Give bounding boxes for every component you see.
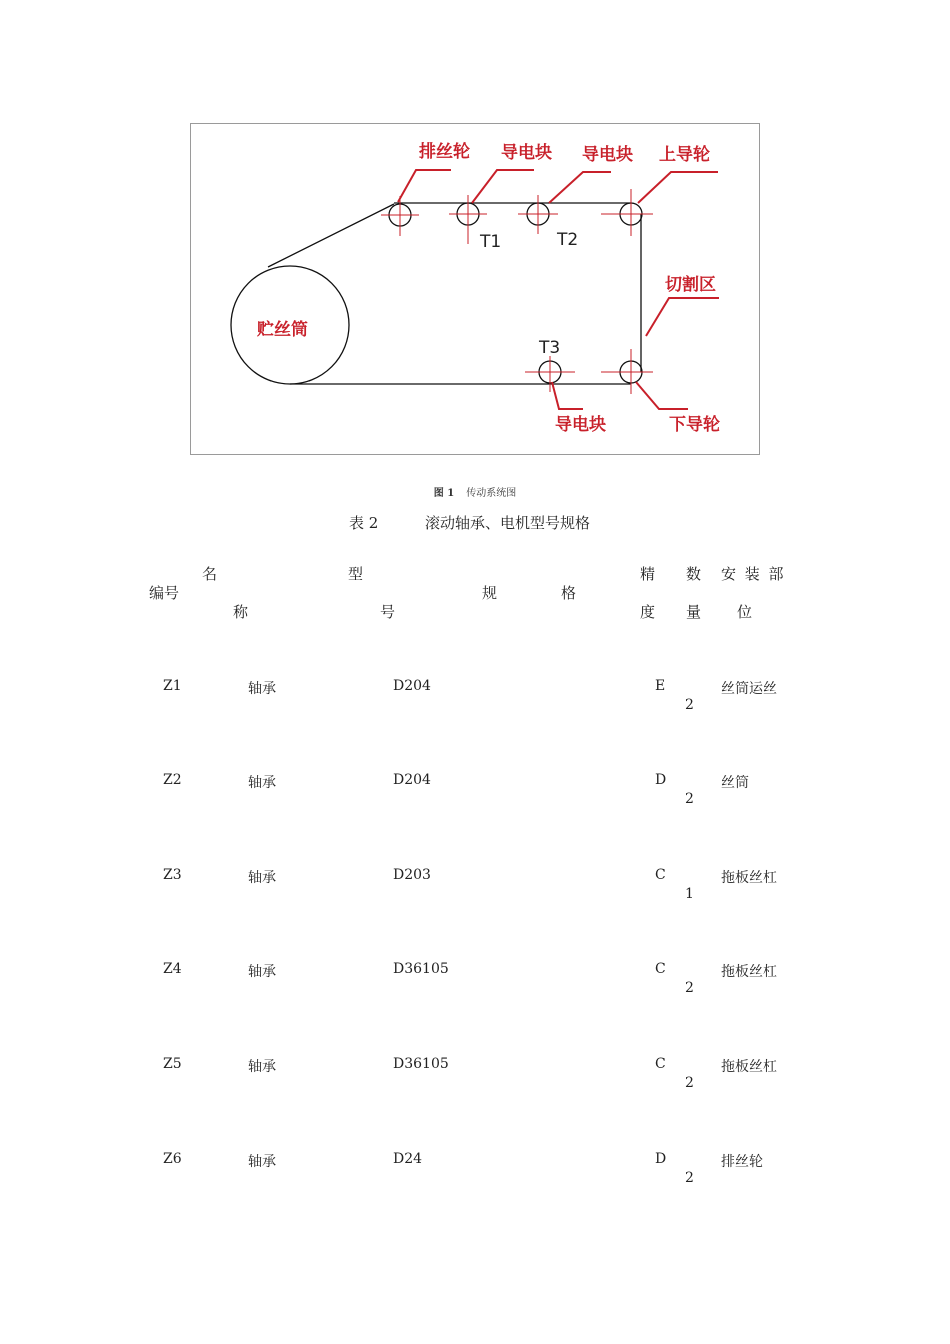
leader-line bbox=[646, 298, 719, 336]
header-cheng: 称 bbox=[233, 603, 249, 621]
cell-qty: 2 bbox=[685, 791, 694, 807]
label-t3: T3 bbox=[539, 338, 561, 358]
table-title-text: 滚动轴承、电机型号规格 bbox=[425, 514, 591, 532]
leader-line bbox=[398, 170, 451, 202]
header-anzhuangbu: 安 装 部 bbox=[721, 565, 784, 583]
cell-id: Z2 bbox=[163, 772, 182, 788]
label-dao-dian-kuai-2: 导电块 bbox=[582, 145, 633, 165]
header-gui: 规 bbox=[482, 584, 498, 602]
cell-id: Z1 bbox=[163, 678, 182, 694]
cell-name: 轴承 bbox=[248, 964, 276, 980]
leader-line bbox=[638, 172, 718, 203]
label-zhu-si-tong: 贮丝筒 bbox=[257, 320, 308, 340]
header-hao: 号 bbox=[380, 603, 396, 621]
cell-id: Z5 bbox=[163, 1056, 182, 1072]
cell-qty: 2 bbox=[685, 980, 694, 996]
cell-precision: C bbox=[655, 1056, 666, 1072]
cell-location: 拖板丝杠 bbox=[721, 1059, 777, 1075]
cell-location: 丝筒运丝 bbox=[721, 681, 777, 697]
cell-location: 丝筒 bbox=[721, 775, 749, 791]
figure-caption-text: 传动系统图 bbox=[466, 488, 517, 499]
header-ming: 名 bbox=[202, 565, 218, 583]
header-du: 度 bbox=[640, 603, 656, 621]
cell-location: 排丝轮 bbox=[721, 1154, 763, 1170]
cell-model: D204 bbox=[393, 678, 431, 694]
header-wei: 位 bbox=[737, 603, 753, 621]
pai-si-lun-pulley bbox=[381, 196, 419, 236]
cell-model: D203 bbox=[393, 867, 431, 883]
cell-name: 轴承 bbox=[248, 870, 276, 886]
cell-model: D36105 bbox=[393, 961, 449, 977]
label-qie-ge-qu: 切割区 bbox=[665, 275, 716, 295]
label-t1: T1 bbox=[480, 232, 502, 252]
leader-line bbox=[552, 382, 583, 409]
cell-model: D24 bbox=[393, 1151, 423, 1167]
cell-precision: D bbox=[655, 772, 667, 788]
cell-precision: C bbox=[655, 961, 666, 977]
header-ge: 格 bbox=[561, 584, 577, 602]
header-jing: 精 bbox=[640, 565, 656, 583]
leader-line bbox=[549, 172, 611, 203]
figure-caption-number: 图 1 bbox=[433, 488, 455, 499]
transmission-diagram bbox=[191, 124, 761, 456]
label-pai-si-lun: 排丝轮 bbox=[419, 142, 470, 162]
cell-name: 轴承 bbox=[248, 681, 276, 697]
cell-qty: 2 bbox=[685, 697, 694, 713]
cell-name: 轴承 bbox=[248, 1059, 276, 1075]
wire-segment bbox=[268, 204, 394, 267]
label-xia-dao-lun: 下导轮 bbox=[669, 415, 720, 435]
cell-name: 轴承 bbox=[248, 1154, 276, 1170]
header-liang: 量 bbox=[686, 603, 702, 621]
lower-guide-pulley bbox=[601, 349, 653, 394]
cell-precision: C bbox=[655, 867, 666, 883]
cell-id: Z4 bbox=[163, 961, 182, 977]
label-shang-dao-lun: 上导轮 bbox=[659, 145, 710, 165]
cell-model: D36105 bbox=[393, 1056, 449, 1072]
label-dao-dian-kuai-3: 导电块 bbox=[555, 415, 606, 435]
cell-precision: D bbox=[655, 1151, 667, 1167]
label-dao-dian-kuai-1: 导电块 bbox=[501, 143, 552, 163]
cell-location: 拖板丝杠 bbox=[721, 964, 777, 980]
leader-line bbox=[472, 170, 534, 203]
table-title-number: 表 2 bbox=[349, 514, 379, 532]
leader-line bbox=[636, 382, 688, 409]
cell-qty: 2 bbox=[685, 1075, 694, 1091]
header-xing: 型 bbox=[348, 565, 364, 583]
conductive-block-t3 bbox=[525, 356, 575, 392]
figure-caption bbox=[0, 484, 950, 499]
cell-id: Z6 bbox=[163, 1151, 182, 1167]
cell-model: D204 bbox=[393, 772, 431, 788]
transmission-diagram-figure bbox=[190, 123, 760, 455]
cell-qty: 1 bbox=[685, 886, 694, 902]
cell-id: Z3 bbox=[163, 867, 182, 883]
label-t2: T2 bbox=[557, 230, 579, 250]
header-shu: 数 bbox=[686, 565, 702, 583]
header-bianhao: 编号 bbox=[149, 584, 180, 602]
cell-qty: 2 bbox=[685, 1170, 694, 1186]
cell-precision: E bbox=[655, 678, 666, 694]
cell-name: 轴承 bbox=[248, 775, 276, 791]
cell-location: 拖板丝杠 bbox=[721, 870, 777, 886]
